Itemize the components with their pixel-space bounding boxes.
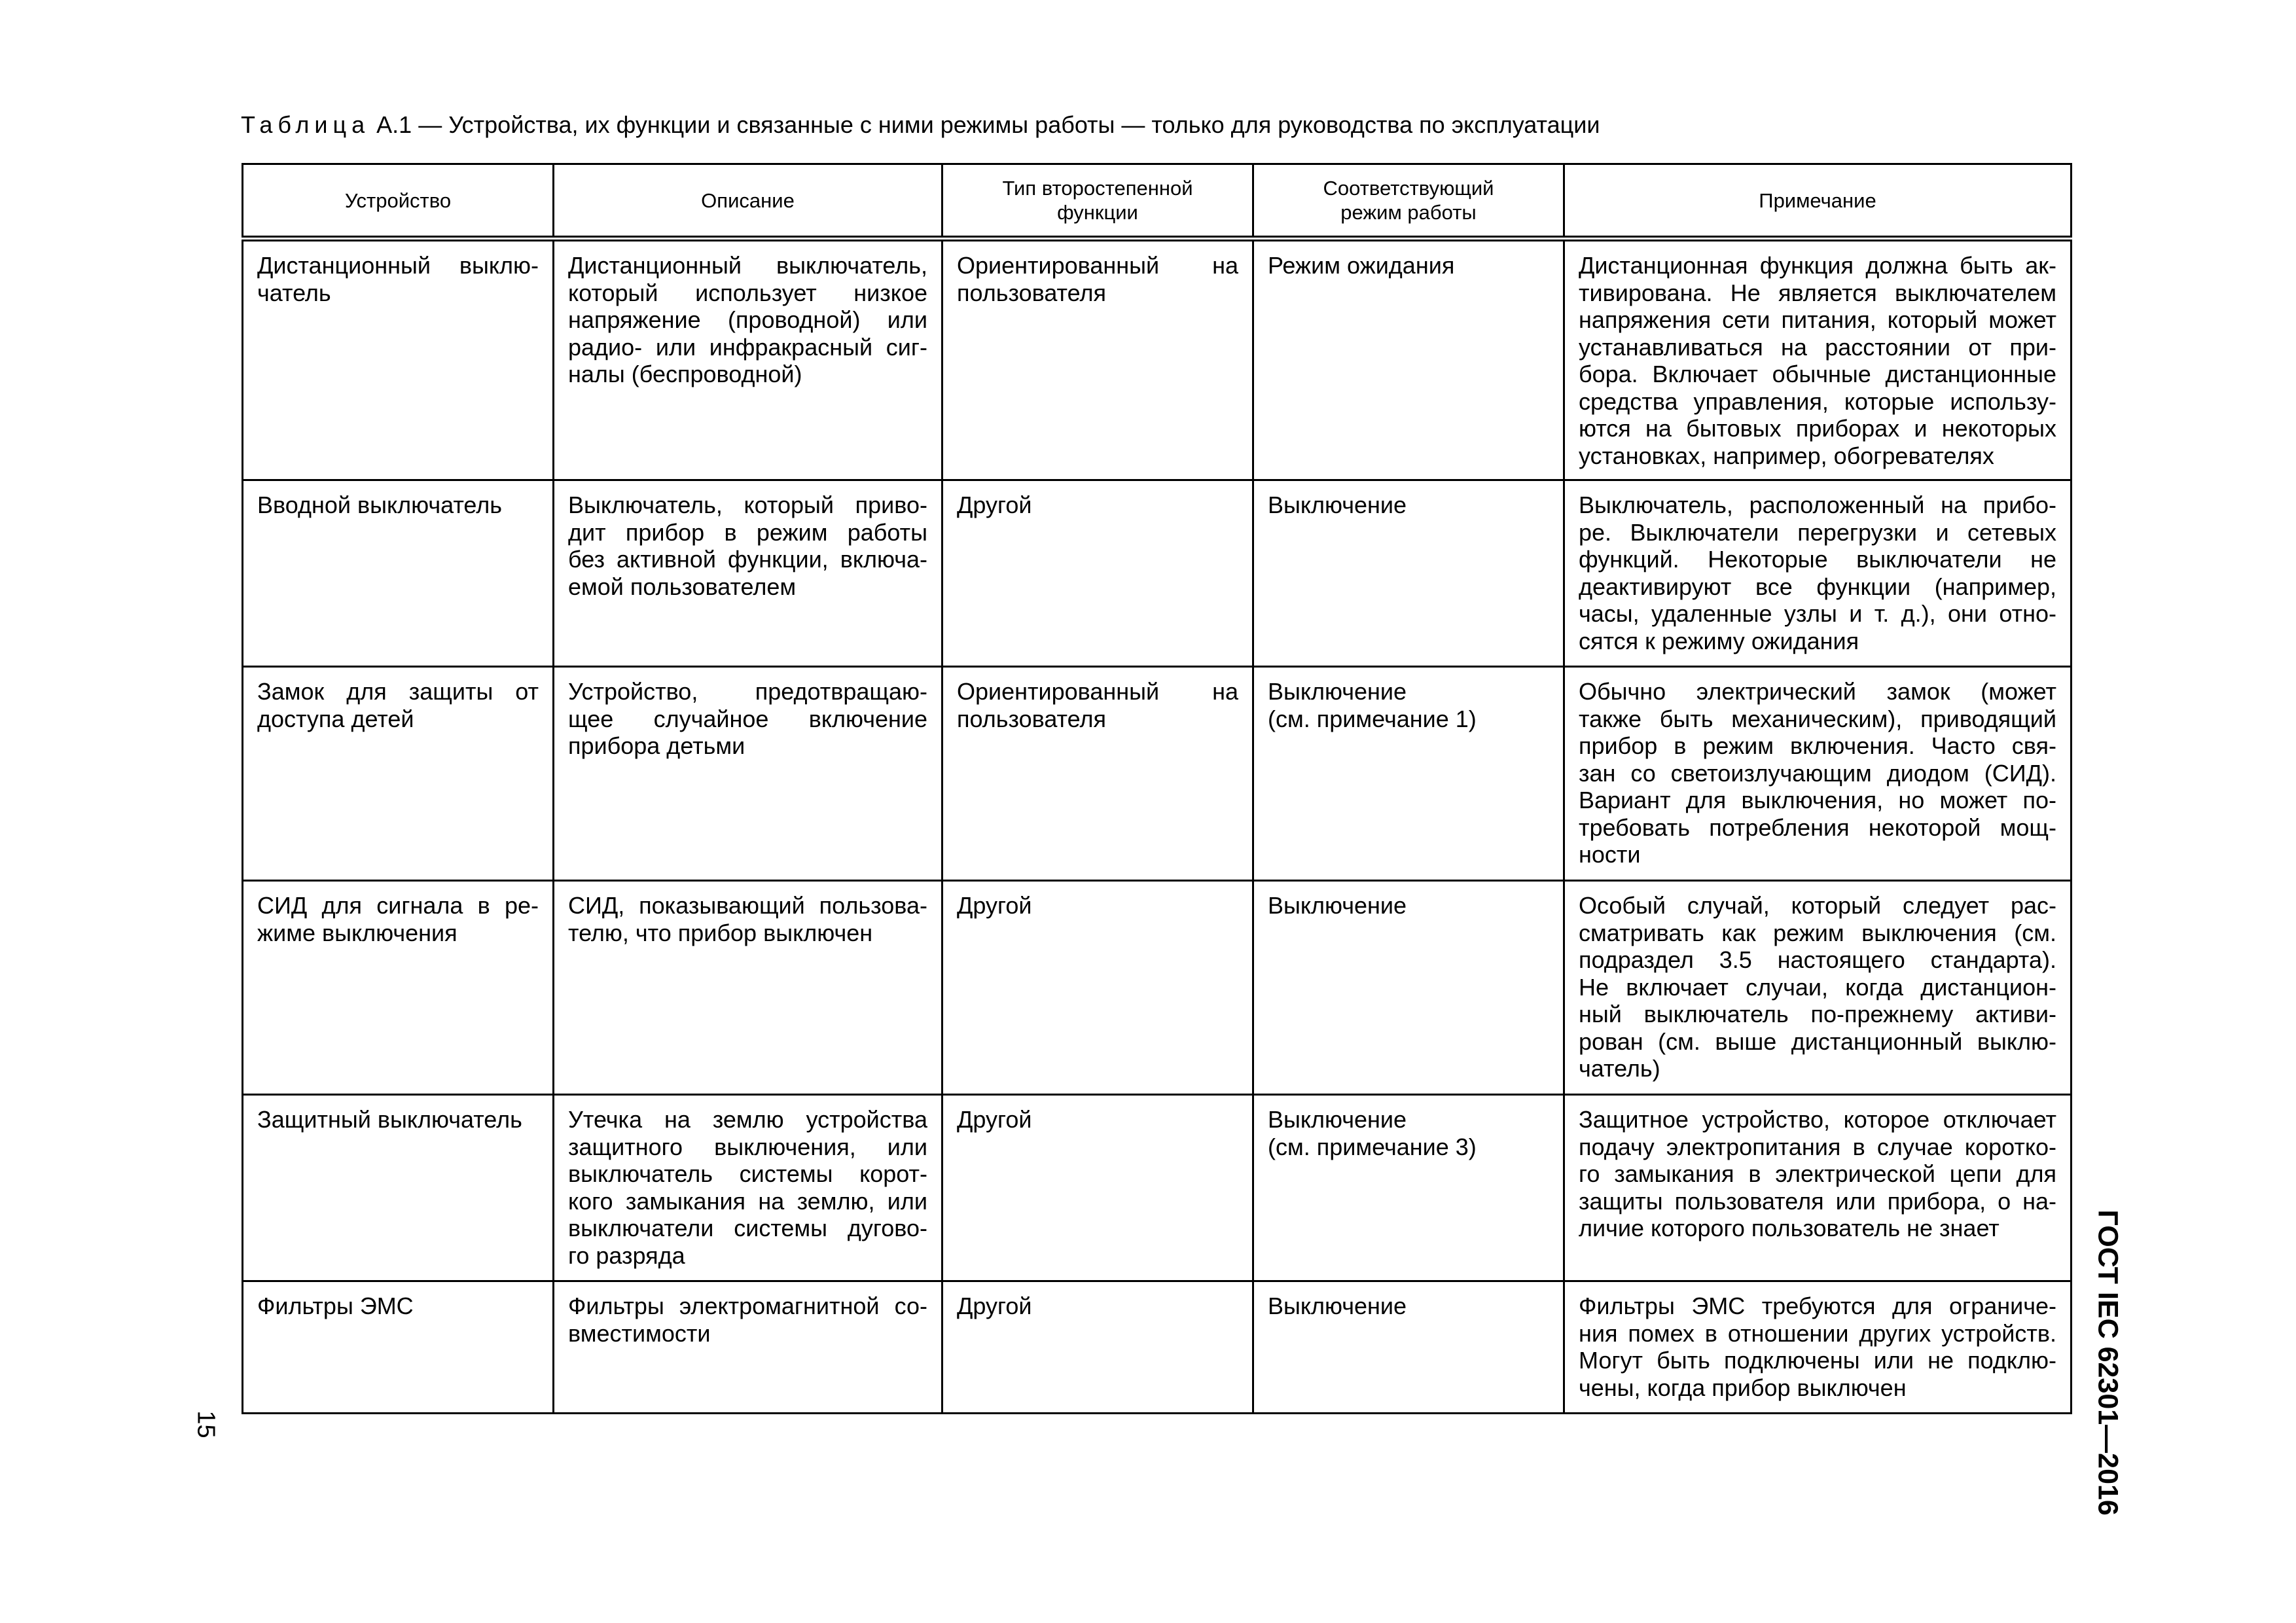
cell-description: Устройство, предотвращаю- щее случайное включение прибора детьми xyxy=(554,667,942,881)
cell-mode: Выключение xyxy=(1253,881,1564,1095)
cell-note: Выключатель, расположенный на прибо- ре. Выключатели перегрузки и сетевых функций. Некоторые выключатели не деактивируют все функции (например, часы, удаленные узлы и т. д.), они отно- сятся к режиму ожидания xyxy=(1564,480,2072,667)
mode-note: (см. примечание 1) xyxy=(1268,705,1477,732)
cell-device: Фильтры ЭМС xyxy=(243,1281,554,1414)
cell-note: Защитное устройство, которое отключает подачу электропитания в случае коротко- го замыкания в электрической цепи для защиты пользователя или прибора, о на- личие которого пользователь не знает xyxy=(1564,1095,2072,1281)
cell-note: Фильтры ЭМС требуются для ограниче- ния помех в отношении других устройств. Могут быть подключены или не подклю- чены, когда прибор выключен xyxy=(1564,1281,2072,1414)
cell-description: Выключатель, который приво- дит прибор в режим работы без активной функции, включа- емой пользователем xyxy=(554,480,942,667)
table-header-row xyxy=(243,164,2072,239)
table-row xyxy=(243,480,2072,667)
header-function-type-text: Тип второстепенной функции xyxy=(1002,177,1193,224)
devices-table xyxy=(242,163,2072,1414)
header-function-type xyxy=(942,164,1253,239)
cell-description: СИД, показывающий пользова- телю, что прибор выключен xyxy=(554,881,942,1095)
table-row xyxy=(243,1281,2072,1414)
header-mode xyxy=(1253,164,1564,239)
table-row xyxy=(243,239,2072,480)
table-caption xyxy=(241,111,1600,139)
table-caption-text: А.1 — Устройства, их функции и связанные с ними режимы работы — только для руководства по эксплуатации xyxy=(376,111,1600,138)
cell-description: Фильтры электромагнитной со- вместимости xyxy=(554,1281,942,1414)
cell-note: Дистанционная функция должна быть ак- тивирована. Не является выключателем напряжения сети питания, который может устанавливаться на расстоянии от при- бора. Включает обычные дистанционные средства управления, которые использу- ются на бытовых приборах и некоторых установках, например, обогревателях xyxy=(1564,239,2072,480)
cell-function-type: Другой xyxy=(942,881,1253,1095)
header-mode-text: Соответствующий режим работы xyxy=(1323,177,1494,224)
cell-device: Замок для защиты от доступа детей xyxy=(243,667,554,881)
table-caption-prefix: Таблица xyxy=(241,111,370,138)
cell-description: Утечка на землю устройства защитного выключения, или выключатель системы корот- кого замыкания на землю, или выключатели системы дугово- го разряда xyxy=(554,1095,942,1281)
cell-mode: Выключение xyxy=(1253,1281,1564,1414)
header-note: Примечание xyxy=(1564,164,2072,239)
page-number: 15 xyxy=(192,1410,220,1438)
cell-mode xyxy=(1253,667,1564,881)
mode-text: Выключение xyxy=(1268,1106,1407,1133)
table-row xyxy=(243,667,2072,881)
cell-function-type: Другой xyxy=(942,1281,1253,1414)
cell-device: Вводной выключатель xyxy=(243,480,554,667)
cell-device: СИД для сигнала в ре- жиме выключения xyxy=(243,881,554,1095)
header-device: Устройство xyxy=(243,164,554,239)
cell-mode: Режим ожидания xyxy=(1253,239,1564,480)
cell-device: Дистанционный выклю- чатель xyxy=(243,239,554,480)
cell-function-type: Ориентированный на пользователя xyxy=(942,667,1253,881)
table-row xyxy=(243,1095,2072,1281)
cell-mode: Выключение xyxy=(1253,480,1564,667)
cell-note: Особый случай, который следует рас- сматривать как режим выключения (см. подраздел 3.5 настоящего стандарта). Не включает случаи, когда дистанцион- ный выключатель по-прежнему активи- рован (см. выше дистанционный выклю- чатель) xyxy=(1564,881,2072,1095)
cell-function-type: Ориентированный на пользователя xyxy=(942,239,1253,480)
mode-note: (см. примечание 3) xyxy=(1268,1133,1477,1160)
mode-text: Выключение xyxy=(1268,678,1407,705)
header-description: Описание xyxy=(554,164,942,239)
document-code: ГОСТ IEC 62301—2016 xyxy=(2092,1209,2124,1516)
table-row xyxy=(243,881,2072,1095)
cell-device: Защитный выключатель xyxy=(243,1095,554,1281)
cell-function-type: Другой xyxy=(942,480,1253,667)
cell-note: Обычно электрический замок (может также быть механическим), приводящий прибор в режим включения. Часто свя- зан со светоизлучающим диодом (СИД). Вариант для выключения, но может по- требовать потребления некоторой мощ- ности xyxy=(1564,667,2072,881)
cell-mode xyxy=(1253,1095,1564,1281)
cell-description: Дистанционный выключатель, который использует низкое напряжение (проводной) или радио- или инфракрасный сиг- налы (беспроводной) xyxy=(554,239,942,480)
cell-function-type: Другой xyxy=(942,1095,1253,1281)
